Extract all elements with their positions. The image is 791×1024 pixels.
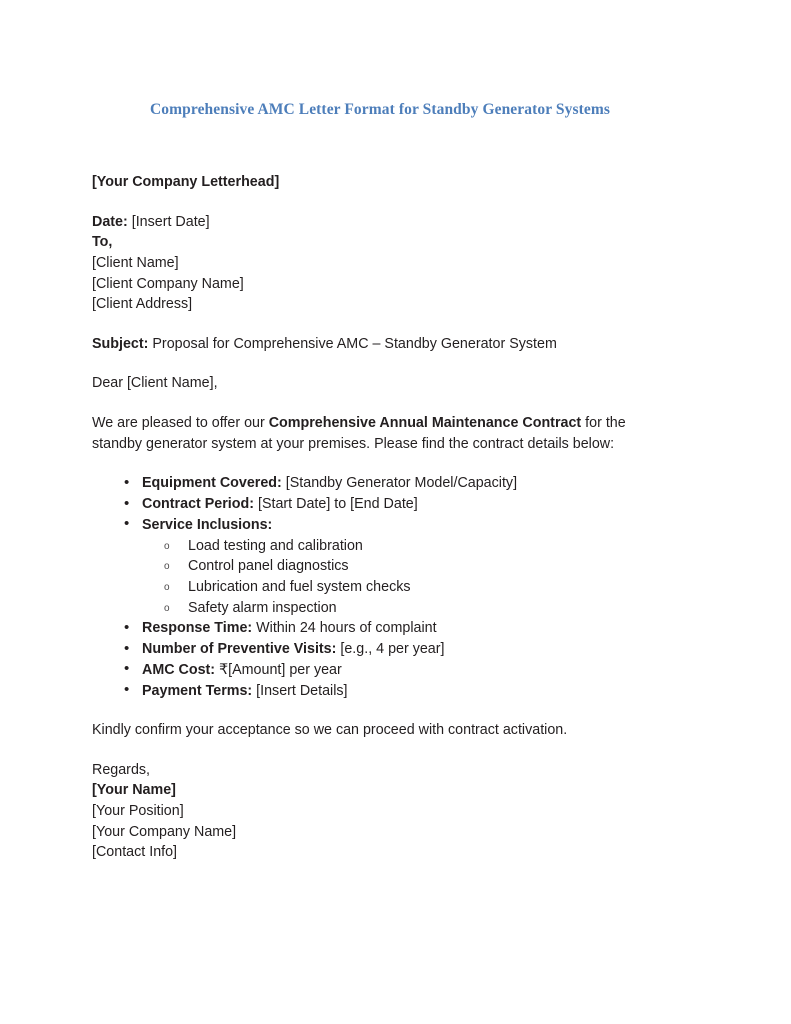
bullet-icon: • <box>124 618 130 636</box>
list-item <box>92 494 662 515</box>
signoff-name: [Your Name] <box>92 782 176 799</box>
list-item <box>92 660 662 681</box>
spacer <box>92 454 662 473</box>
spacer <box>92 193 662 212</box>
list-item <box>92 598 662 619</box>
sublist-item-text: Lubrication and fuel system checks <box>188 579 411 595</box>
list-item-value: [Start Date] to [End Date] <box>254 496 418 513</box>
list-item-value: [Insert Details] <box>252 682 348 699</box>
bullet-icon: • <box>124 473 130 491</box>
list-item-value: [e.g., 4 per year] <box>336 641 445 658</box>
signoff-company: [Your Company Name] <box>92 823 237 840</box>
document-content <box>92 100 662 863</box>
recipient-name: [Client Name] <box>92 254 179 271</box>
list-item <box>92 639 662 660</box>
spacer <box>92 315 662 334</box>
signoff-regards: Regards, <box>92 761 151 778</box>
intro-paragraph <box>92 413 662 455</box>
list-item <box>92 556 662 577</box>
list-item <box>92 618 662 639</box>
recipient-address: [Client Address] <box>92 296 193 313</box>
hollow-bullet-icon: o <box>164 582 170 593</box>
bullet-icon: • <box>124 515 130 533</box>
list-item <box>92 473 662 494</box>
salutation: Dear [Client Name], <box>92 375 218 392</box>
list-item-label: AMC Cost: <box>142 661 216 678</box>
subject-label: Subject: <box>92 335 149 352</box>
list-item-label: Contract Period: <box>142 496 255 513</box>
recipient-company: [Client Company Name] <box>92 275 244 292</box>
hollow-bullet-icon: o <box>164 561 170 573</box>
page-title: Comprehensive AMC Letter Format for Standby Generator Systems <box>150 101 610 118</box>
date-line <box>92 212 662 233</box>
spacer <box>92 701 662 720</box>
subject-line <box>92 334 662 355</box>
bullet-icon: • <box>124 660 130 678</box>
sublist-item-text: Safety alarm inspection <box>188 599 337 616</box>
intro-text-after: for the standby generator system at your premises. Please find the contract details below: <box>92 414 626 452</box>
contract-details-list <box>92 473 662 535</box>
sublist-item-text: Control panel diagnostics <box>188 558 349 575</box>
to-label: To, <box>92 234 113 251</box>
bullet-icon: • <box>124 681 130 699</box>
signoff-position: [Your Position] <box>92 803 184 819</box>
bullet-icon: • <box>124 494 130 512</box>
list-item <box>92 515 662 536</box>
intro-text-before: We are pleased to offer our <box>92 414 269 431</box>
service-inclusions-sublist <box>92 536 662 619</box>
list-item-value: Within 24 hours of complaint <box>252 620 437 637</box>
spacer <box>92 741 662 760</box>
list-item-label: Response Time: <box>142 620 253 637</box>
spacer <box>92 354 662 373</box>
list-item-label: Number of Preventive Visits: <box>142 641 337 658</box>
list-item-value: ₹[Amount] per year <box>215 661 342 678</box>
list-item-label: Equipment Covered: <box>142 475 282 492</box>
company-letterhead: [Your Company Letterhead] <box>92 174 280 191</box>
date-value: [Insert Date] <box>131 213 210 230</box>
contract-terms-list <box>92 618 662 701</box>
spacer <box>92 394 662 413</box>
hollow-bullet-icon: o <box>164 602 170 614</box>
closing-paragraph: Kindly confirm your acceptance so we can proceed with contract activation. <box>92 722 568 739</box>
sublist-item-text: Load testing and calibration <box>188 537 363 554</box>
signoff-contact: [Contact Info] <box>92 844 178 861</box>
list-item-label: Payment Terms: <box>142 682 253 699</box>
list-item-value: [Standby Generator Model/Capacity] <box>281 475 518 492</box>
date-label: Date: <box>92 213 128 230</box>
hollow-bullet-icon: o <box>164 540 170 552</box>
date-value-wrap <box>128 214 210 230</box>
bullet-icon: • <box>124 639 130 657</box>
list-item-label: Service Inclusions: <box>142 516 273 533</box>
list-item <box>92 536 662 557</box>
intro-contract-name: Comprehensive Annual Maintenance Contract <box>268 414 582 431</box>
subject-value: Proposal for Comprehensive AMC – Standby Generator System <box>152 335 557 352</box>
list-item <box>92 577 662 598</box>
list-item <box>92 681 662 702</box>
